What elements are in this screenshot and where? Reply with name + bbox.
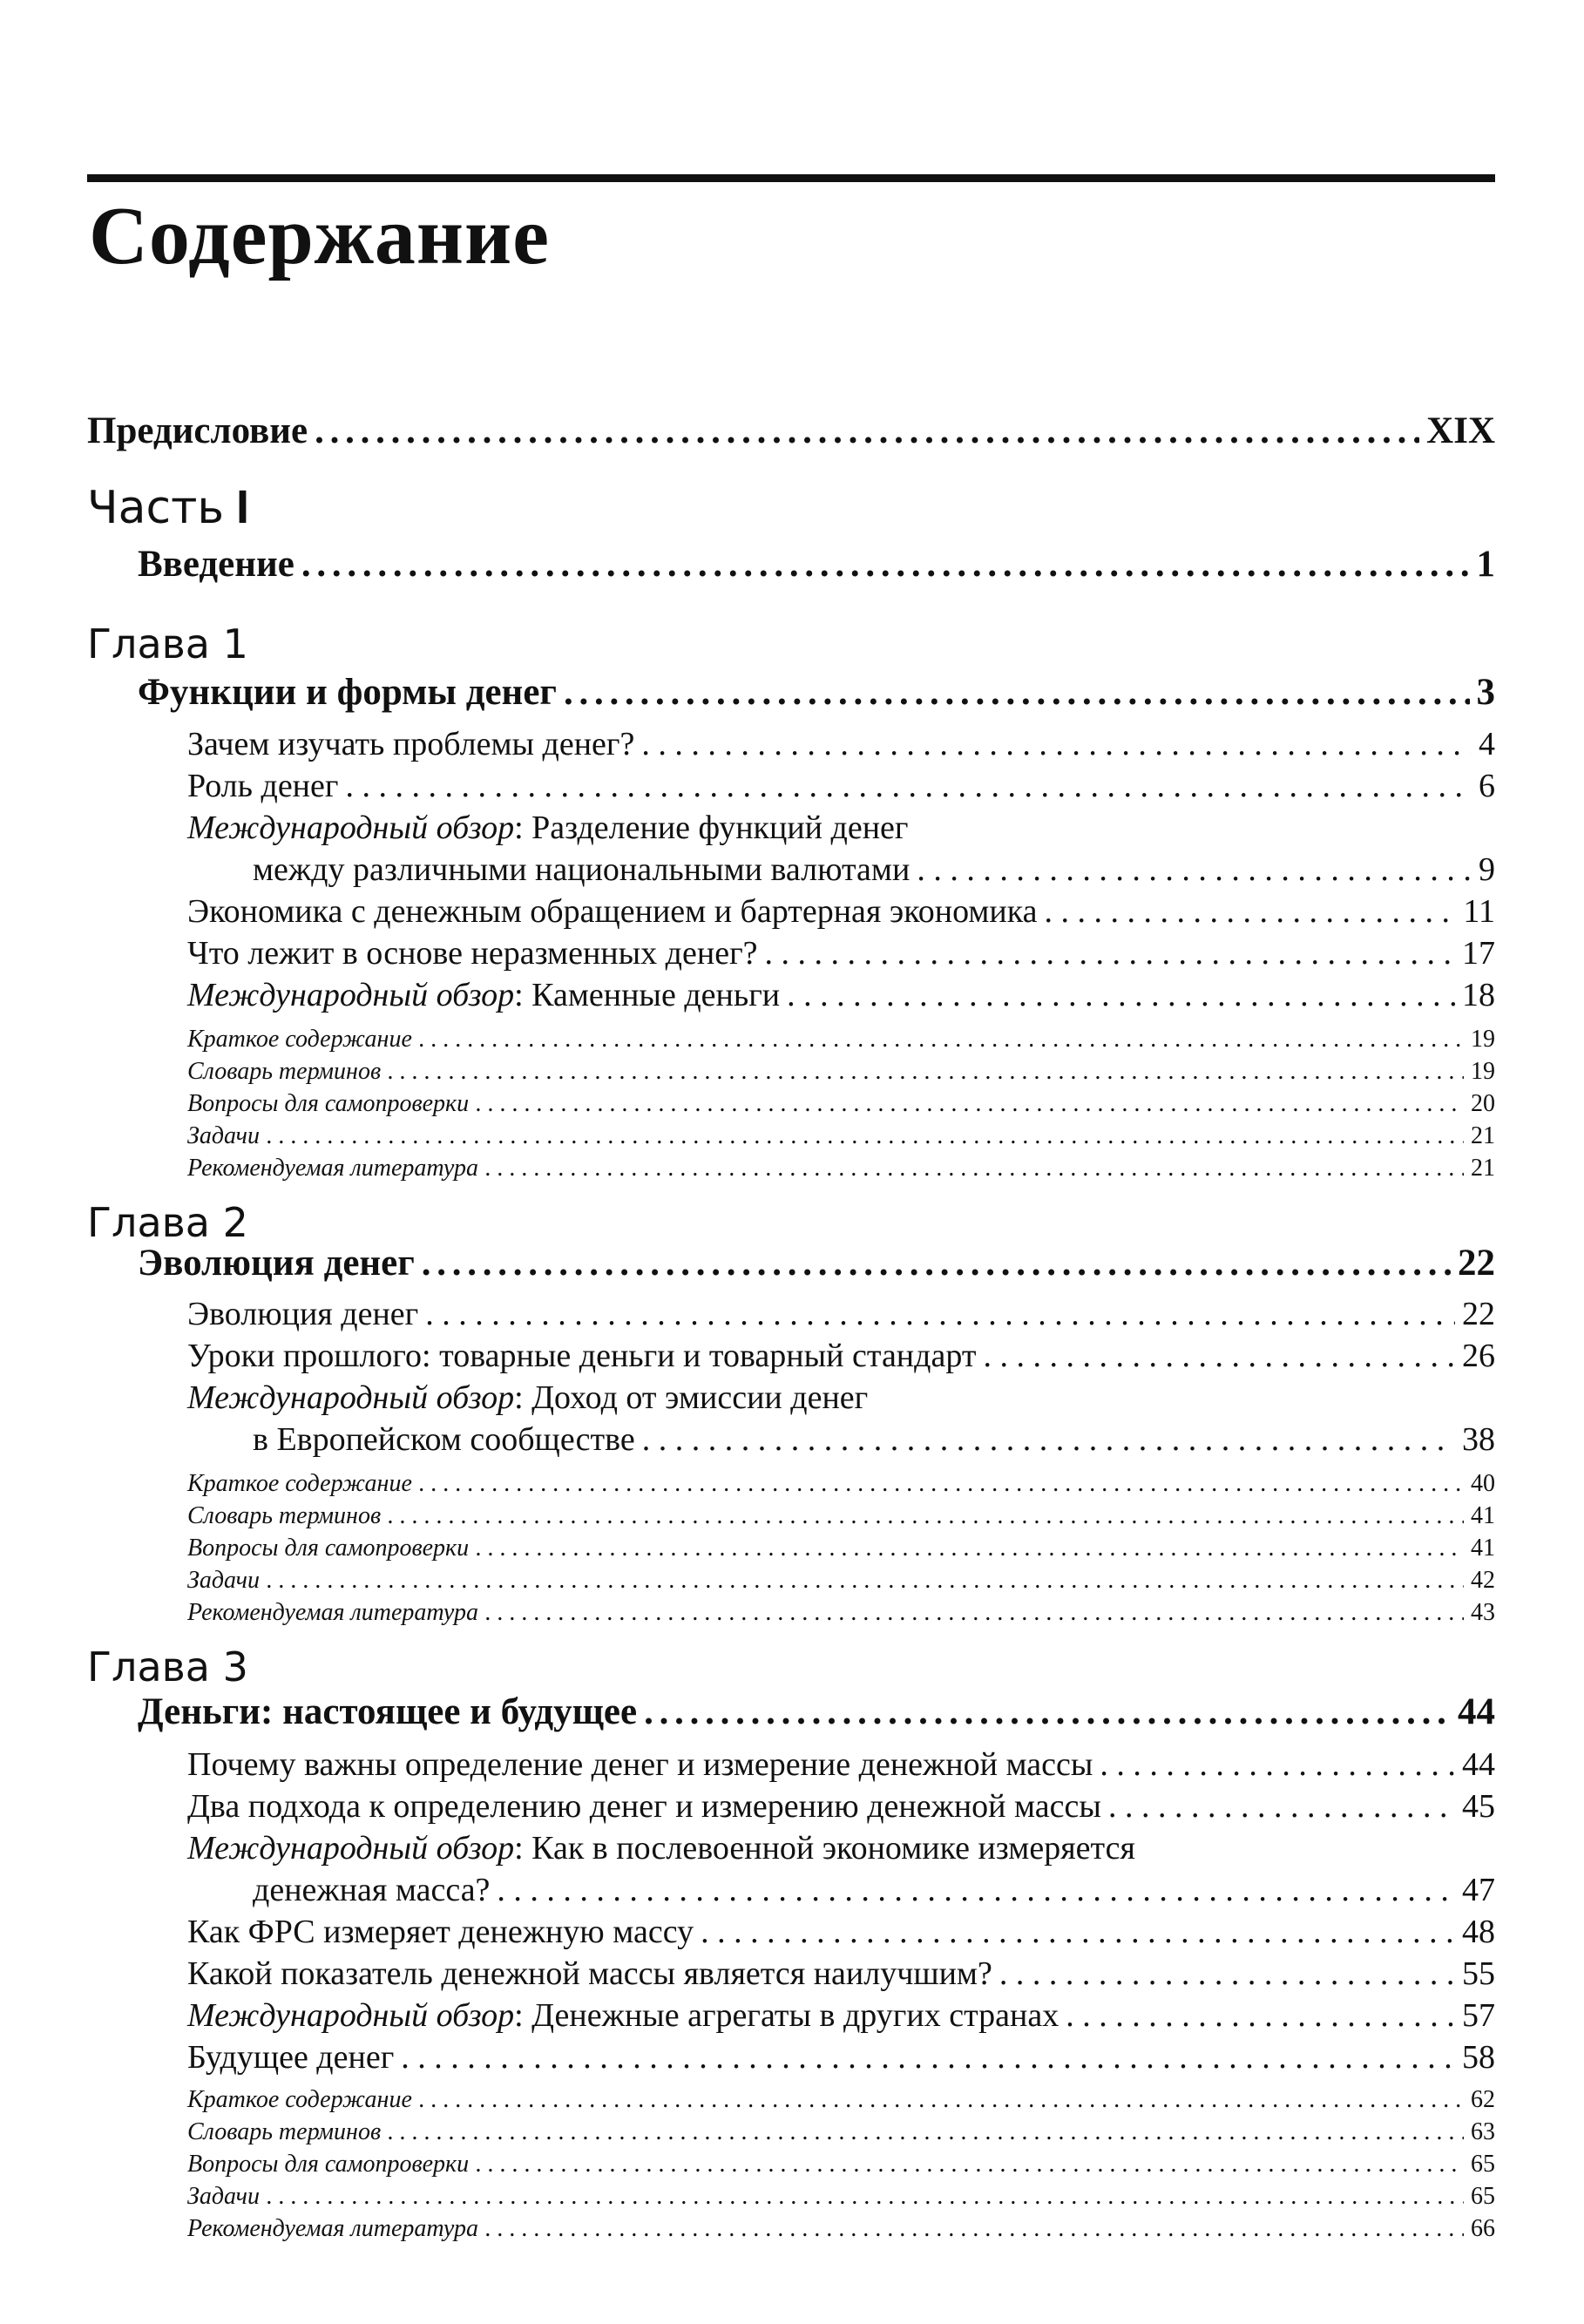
extra-page: 62 [1471, 2086, 1495, 2113]
section-title: Эволюция денег [187, 1296, 419, 1332]
extra-title: Вопросы для самопроверки [187, 1535, 470, 1562]
toc-section-continued[interactable] [253, 1420, 1495, 1459]
extra-title: Вопросы для самопроверки [187, 2151, 470, 2178]
intl-review-label: Международный обзор [187, 1830, 515, 1867]
toc-extra[interactable] [187, 1599, 1495, 1627]
toc-section[interactable] [187, 1337, 1495, 1375]
dot-leader [476, 2151, 1464, 2178]
dot-leader [388, 1058, 1464, 1086]
section-title: Экономика с денежным обращением и бартерная экономика [187, 893, 1038, 930]
page-title: Содержание [89, 191, 550, 281]
toc-part-title: Введение [138, 544, 294, 585]
toc-section-continued[interactable] [253, 850, 1495, 889]
extra-title: Вопросы для самопроверки [187, 1090, 470, 1117]
section-page: 55 [1462, 1955, 1495, 1992]
toc-section[interactable] [187, 725, 1495, 763]
toc-extra[interactable] [187, 1470, 1495, 1498]
section-page: 38 [1462, 1421, 1495, 1458]
part-heading [87, 481, 250, 534]
extra-page: 65 [1471, 2183, 1495, 2210]
toc-extra[interactable] [187, 1090, 1495, 1118]
extra-title: Рекомендуемая литература [187, 2215, 478, 2242]
extra-title: Словарь терминов [187, 1502, 382, 1529]
chapter-heading: Глава 2 [87, 1199, 248, 1246]
section-title: Почему важны определение денег и измерение денежной массы [187, 1746, 1093, 1783]
dot-leader [1066, 1996, 1455, 2035]
toc-section[interactable] [187, 2038, 1495, 2077]
toc-section[interactable] [187, 1745, 1495, 1784]
toc-chapter-title[interactable] [138, 1690, 1495, 1733]
dot-leader [1045, 892, 1457, 931]
section-title: Будущее денег [187, 2039, 395, 2076]
toc-section[interactable] [187, 1787, 1495, 1826]
toc-intl-review[interactable] [187, 809, 909, 847]
toc-extra[interactable] [187, 1155, 1495, 1182]
dot-leader [642, 1420, 1455, 1459]
dot-leader [999, 1955, 1455, 1993]
dot-leader [497, 1871, 1455, 1909]
chapter-heading: Глава 3 [87, 1643, 248, 1690]
section-page: 57 [1462, 1997, 1495, 2034]
extra-title: Рекомендуемая литература [187, 1155, 478, 1182]
part-number: I [236, 481, 250, 533]
toc-section[interactable] [187, 1913, 1495, 1951]
intl-review-label: Международный обзор [187, 1379, 515, 1416]
extra-page: 21 [1471, 1155, 1495, 1182]
dot-leader [419, 1470, 1464, 1498]
section-title: Как ФРС измеряет денежную массу [187, 1914, 694, 1950]
section-page: 26 [1462, 1338, 1495, 1374]
chapter-title: Деньги: настоящее и будущее [138, 1691, 638, 1732]
section-page: 17 [1462, 935, 1495, 972]
toc-preface-page: XIX [1426, 410, 1495, 451]
toc-preface[interactable] [87, 410, 1495, 452]
toc-extra[interactable] [187, 1058, 1495, 1086]
toc-part-introduction[interactable] [138, 543, 1495, 586]
dot-leader [388, 1502, 1464, 1530]
toc-preface-title: Предисловие [87, 410, 308, 451]
toc-extra[interactable] [187, 2183, 1495, 2211]
intl-review-label: Международный обзор [187, 977, 515, 1013]
toc-section[interactable] [187, 767, 1495, 805]
section-title: Какой показатель денежной массы является наилучшим? [187, 1955, 992, 1992]
section-page: 6 [1479, 768, 1495, 804]
section-title: Уроки прошлого: товарные деньги и товарный стандарт [187, 1338, 977, 1374]
section-page: 45 [1462, 1788, 1495, 1825]
section-title-cont: денежная масса? [253, 1872, 491, 1908]
section-title-cont: в Европейском сообществе [253, 1421, 635, 1458]
section-title: : Денежные агрегаты в других странах [514, 1997, 1059, 2034]
dot-leader [267, 1122, 1464, 1150]
dot-leader [564, 671, 1470, 714]
dot-leader [419, 2086, 1464, 2114]
dot-leader [485, 2215, 1464, 2243]
dot-leader [644, 1690, 1451, 1733]
toc-intl-review[interactable] [187, 1379, 868, 1417]
dot-leader [485, 1599, 1464, 1627]
dot-leader [267, 2183, 1464, 2211]
section-title: : Разделение функций денег [514, 810, 909, 846]
section-title: Что лежит в основе неразменных денег? [187, 935, 758, 972]
extra-page: 40 [1471, 1470, 1495, 1497]
dot-leader [917, 850, 1472, 889]
toc-extra[interactable] [187, 1122, 1495, 1150]
extra-page: 42 [1471, 1567, 1495, 1594]
extra-title: Словарь терминов [187, 1058, 382, 1085]
dot-leader [641, 725, 1472, 763]
dot-leader [476, 1535, 1464, 1562]
intl-review-label: Международный обзор [187, 810, 515, 846]
extra-title: Краткое содержание [187, 2086, 412, 2113]
section-page: 4 [1479, 726, 1495, 762]
extra-page: 20 [1471, 1090, 1495, 1117]
dot-leader [422, 1242, 1451, 1284]
chapter-page: 22 [1458, 1243, 1495, 1284]
extra-page: 41 [1471, 1535, 1495, 1562]
section-page: 11 [1463, 893, 1495, 930]
dot-leader [315, 410, 1419, 452]
toc-extra[interactable] [187, 1026, 1495, 1054]
toc-extra[interactable] [187, 2086, 1495, 2114]
chapter-heading: Глава 1 [87, 620, 248, 667]
extra-title: Рекомендуемая литература [187, 1599, 478, 1626]
extra-title: Задачи [187, 1122, 261, 1149]
extra-title: Краткое содержание [187, 1470, 412, 1497]
toc-chapter-title[interactable] [138, 671, 1495, 714]
dot-leader [765, 934, 1455, 972]
extra-title: Словарь терминов [187, 2118, 382, 2145]
toc-section[interactable] [187, 1295, 1495, 1333]
toc-extra[interactable] [187, 1567, 1495, 1595]
extra-page: 63 [1471, 2118, 1495, 2145]
section-page: 47 [1462, 1872, 1495, 1908]
section-page: 18 [1462, 977, 1495, 1013]
chapter-title: Эволюция денег [138, 1243, 415, 1284]
dot-leader [301, 543, 1470, 586]
dot-leader [388, 2118, 1464, 2146]
chapter-title: Функции и формы денег [138, 672, 557, 713]
toc-section[interactable] [187, 934, 1495, 972]
dot-leader [345, 767, 1472, 805]
toc-intl-review[interactable] [187, 1829, 1135, 1867]
dot-leader [787, 976, 1455, 1014]
dot-leader [267, 1567, 1464, 1595]
toc-extra[interactable] [187, 1535, 1495, 1562]
section-page: 9 [1479, 851, 1495, 888]
intl-review-label: Международный обзор [187, 1997, 515, 2034]
dot-leader [1100, 1745, 1455, 1784]
dot-leader [1108, 1787, 1455, 1826]
dot-leader [485, 1155, 1464, 1182]
chapter-page: 44 [1458, 1691, 1495, 1732]
extra-title: Краткое содержание [187, 1026, 412, 1053]
dot-leader [401, 2038, 1455, 2077]
toc-intl-review[interactable] [187, 976, 1495, 1014]
extra-page: 19 [1471, 1058, 1495, 1085]
toc-section[interactable] [187, 1955, 1495, 1993]
section-title-cont: между различными национальными валютами [253, 851, 910, 888]
dot-leader [419, 1026, 1464, 1054]
extra-page: 43 [1471, 1599, 1495, 1626]
extra-title: Задачи [187, 1567, 261, 1594]
section-title: : Доход от эмиссии денег [514, 1379, 869, 1416]
part-label: Часть [87, 482, 225, 534]
extra-page: 21 [1471, 1122, 1495, 1149]
dot-leader [983, 1337, 1455, 1375]
toc-extra[interactable] [187, 2215, 1495, 2243]
section-title: : Каменные деньги [514, 977, 781, 1013]
extra-page: 65 [1471, 2151, 1495, 2178]
extra-page: 19 [1471, 1026, 1495, 1053]
section-title: Два подхода к определению денег и измерению денежной массы [187, 1788, 1101, 1825]
section-title: Роль денег [187, 768, 339, 804]
section-page: 22 [1462, 1296, 1495, 1332]
section-page: 58 [1462, 2039, 1495, 2076]
extra-page: 41 [1471, 1502, 1495, 1529]
dot-leader [476, 1090, 1464, 1118]
section-title: : Как в послевоенной экономике измеряется [514, 1830, 1135, 1867]
toc-chapter-title[interactable] [138, 1242, 1495, 1284]
chapter-page: 3 [1476, 672, 1495, 713]
toc-section[interactable] [187, 892, 1495, 931]
toc-extra[interactable] [187, 2118, 1495, 2146]
section-page: 44 [1462, 1746, 1495, 1783]
toc-part-page: 1 [1476, 544, 1495, 585]
toc-extra[interactable] [187, 1502, 1495, 1530]
toc-intl-review[interactable] [187, 1996, 1495, 2035]
extra-title: Задачи [187, 2183, 261, 2210]
dot-leader [425, 1295, 1455, 1333]
dot-leader [701, 1913, 1455, 1951]
toc-extra[interactable] [187, 2151, 1495, 2178]
extra-page: 66 [1471, 2215, 1495, 2242]
toc-section-continued[interactable] [253, 1871, 1495, 1909]
section-page: 48 [1462, 1914, 1495, 1950]
section-title: Зачем изучать проблемы денег? [187, 726, 635, 762]
